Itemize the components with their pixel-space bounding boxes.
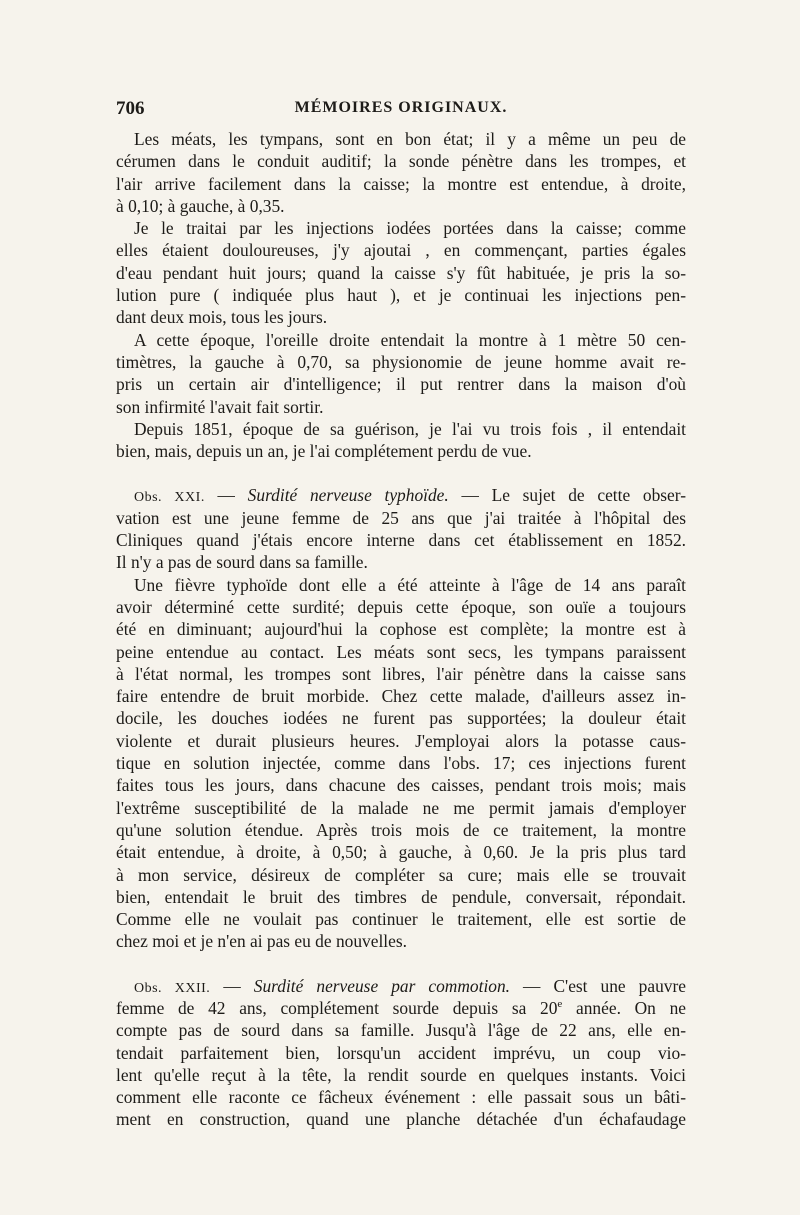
text-line: était entendue, à droite, à 0,50; à gauche, à 0,60. Je la pris plus tard [116, 842, 686, 863]
text-fragment: — Le sujet de cette obser- [448, 485, 686, 506]
observation-title: Surdité nerveuse par commotion. [253, 975, 511, 996]
text-line: vation est une jeune femme de 25 ans que j'ai traitée à l'hôpital des [116, 507, 686, 528]
text-line: Comme elle ne voulait pas continuer le traitement, elle est sortie de [116, 909, 686, 930]
text-line: comment elle raconte ce fâcheux événement : elle passait sous un bâti- [116, 1087, 686, 1108]
text-line: tendait parfaitement bien, lorsqu'un accident imprévu, un coup vio- [116, 1042, 686, 1063]
text-line [116, 997, 686, 1019]
text-fragment: année. On ne [562, 997, 686, 1018]
text-line: Depuis 1851, époque de sa guérison, je l'ai vu trois fois , il entendait [134, 418, 686, 439]
text-line: chez moi et je n'en ai pas eu de nouvelles. [116, 931, 407, 952]
text-line: à mon service, désireux de compléter sa cure; mais elle se trouvait [116, 864, 686, 885]
section-spacer [116, 462, 686, 484]
paragraph [116, 217, 686, 328]
text-line: son infirmité l'avait fait sortir. [116, 396, 324, 417]
text-line: cérumen dans le conduit auditif; la sonde pénètre dans les trompes, et [116, 151, 686, 172]
text-line: violente et durait plusieurs heures. J'employai alors la potasse caus- [116, 730, 686, 751]
text-line: tique en solution injectée, comme dans l'obs. 17; ces injections furent [116, 753, 686, 774]
text-line: lent qu'elle reçut à la tête, la rendit sourde en quelques instants. Voici [116, 1064, 686, 1085]
paragraph [116, 329, 686, 418]
text-line: bien, mais, depuis un an, je l'ai complétement perdu de vue. [116, 441, 532, 462]
text-line: Les méats, les tympans, sont en bon état; il y a même un peu de [134, 129, 686, 149]
text-line: à l'état normal, les trompes sont libres, l'air pénètre dans la caisse sans [116, 663, 686, 684]
paragraph [116, 418, 686, 463]
text-line: lution pure ( indiquée plus haut ), et je continuai les injections pen- [116, 285, 686, 306]
text-line: Une fièvre typhoïde dont elle a été atteinte à l'âge de 14 ans paraît [134, 574, 686, 595]
text-line: docile, les douches iodées ne furent pas supportées; la douleur était [116, 708, 686, 729]
superscript: e [557, 998, 563, 1011]
text-line: timètres, la gauche à 0,70, sa physionomie de jeune homme avait re- [116, 351, 686, 372]
observation-heading-line [116, 484, 686, 506]
text-line: Cliniques quand j'étais encore interne dans cet établissement en 1852. [116, 530, 686, 551]
text-line: à 0,10; à gauche, à 0,35. [116, 195, 285, 216]
paragraph [116, 574, 686, 953]
text-line: dant deux mois, tous les jours. [116, 307, 328, 328]
text-line: d'eau pendant huit jours; quand la caisse s'y fût habituée, je pris la so- [116, 262, 686, 283]
text-line: ment en construction, quand une planche détachée d'un échafaudage [116, 1109, 686, 1130]
text-line: l'extrême susceptibilité de la malade ne me permit jamais d'employer [116, 797, 686, 818]
text-line: A cette époque, l'oreille droite entendait la montre à 1 mètre 50 cen- [134, 329, 686, 350]
paragraph [116, 128, 686, 217]
text-line: faire entendre de bruit morbide. Chez cette malade, d'ailleurs assez in- [116, 686, 686, 707]
observation-heading-line [116, 975, 686, 997]
text-fragment: — C'est une pauvre [510, 975, 686, 996]
em-dash: — [204, 485, 248, 506]
text-line: Il n'y a pas de sourd dans sa famille. [116, 552, 368, 573]
observation-label: Obs. XXII. [134, 980, 211, 996]
text-line: compte pas de sourd dans sa famille. Jusqu'à l'âge de 22 ans, elle en- [116, 1020, 686, 1041]
em-dash: — [210, 975, 254, 996]
observation-21 [116, 484, 686, 573]
observation-label: Obs. XXI. [134, 490, 205, 506]
running-title: MÉMOIRES ORIGINAUX. [294, 99, 508, 116]
text-line: faites tous les jours, dans chacune des caisses, pendant trois mois; mais [116, 775, 686, 796]
observation-title: Surdité nerveuse typhoïde. [247, 485, 449, 506]
text-line: avoir déterminé cette surdité; depuis cette époque, son ouïe a toujours [116, 596, 686, 617]
text-line: bien, entendait le bruit des timbres de pendule, conversait, répondait. [116, 886, 686, 907]
text-line: été en diminuant; aujourd'hui la cophose est complète; la montre est à [116, 619, 686, 640]
text-line: l'air arrive facilement dans la caisse; la montre est entendue, à droite, [116, 173, 686, 194]
section-spacer [116, 953, 686, 975]
text-line: pris un certain air d'intelligence; il put rentrer dans la maison d'où [116, 374, 686, 395]
text-line: Je le traitai par les injections iodées portées dans la caisse; comme [134, 218, 686, 239]
text-line: elles étaient douloureuses, j'y ajoutai , en commençant, parties égales [116, 240, 686, 261]
page-number: 706 [116, 98, 145, 119]
text-line: peine entendue au contact. Les méats sont secs, les tympans paraissent [116, 641, 686, 662]
page-header [116, 98, 686, 122]
page-body [116, 128, 686, 1131]
text-line: qu'une solution étendue. Après trois mois de ce traitement, la montre [116, 819, 686, 840]
text-fragment: femme de 42 ans, complétement sourde depuis sa 20 [116, 997, 558, 1018]
observation-22 [116, 975, 686, 1131]
